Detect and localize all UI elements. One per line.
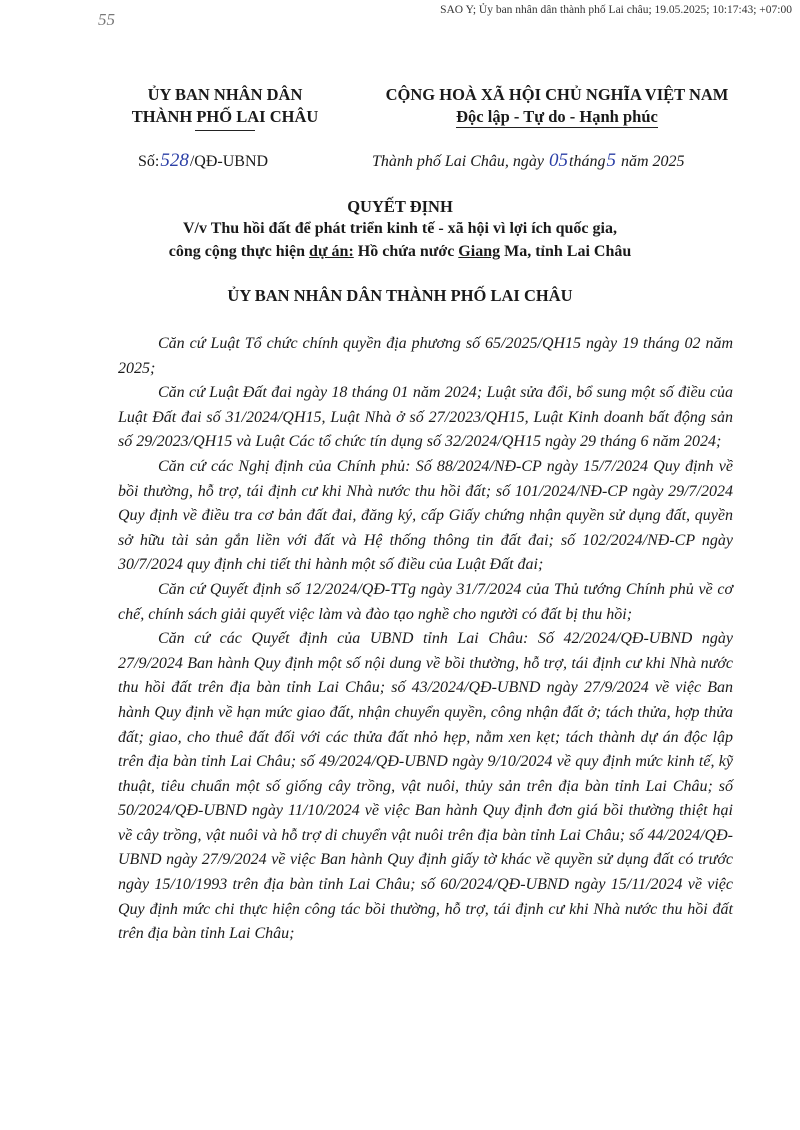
handwritten-page-mark: 55: [98, 10, 115, 29]
subject-underlined-text: dự án:: [309, 243, 354, 260]
doc-number-handwritten: 528: [160, 150, 189, 171]
agency-underline: [195, 130, 255, 131]
issuing-authority: ỦY BAN NHÂN DÂN THÀNH PHỐ LAI CHÂU: [227, 286, 573, 305]
document-subject: [90, 217, 710, 263]
date-prefix: Thành phố Lai Châu, ngày: [372, 153, 545, 170]
agency-line-2: THÀNH PHỐ LAI CHÂU: [131, 107, 319, 126]
subject-location: Ma, tỉnh Lai Châu: [504, 243, 632, 260]
subject-line-2: [90, 240, 710, 263]
national-title: CỘNG HOÀ XÃ HỘI CHỦ NGHĨA VIỆT NAM: [385, 85, 729, 104]
national-motto: Độc lập - Tự do - Hạnh phúc: [456, 107, 658, 126]
agency-line-1: ỦY BAN NHÂN DÂN: [147, 85, 303, 104]
subject-underlined-text: Giang: [458, 243, 501, 260]
subject-text: công cộng thực hiện: [168, 243, 306, 260]
subject-project-name: Hồ chứa nước: [357, 243, 455, 260]
legal-basis: [118, 332, 733, 947]
subject-line-1: V/v Thu hồi đất để phát triển kinh tế - xã hội vì lợi ích quốc gia,: [183, 220, 617, 237]
date-year: năm 2025: [620, 153, 685, 170]
date-month-handwritten: 5: [606, 150, 616, 171]
document-title: QUYẾT ĐỊNH: [347, 197, 453, 216]
document-number: [138, 150, 268, 172]
date-day-handwritten: 05: [549, 150, 569, 171]
basis-paragraph: Căn cứ Luật Tổ chức chính quyền địa phương số 65/2025/QH15 ngày 19 tháng 02 năm 2025;: [118, 335, 733, 377]
doc-number-suffix: /QĐ-UBND: [189, 153, 269, 170]
document-date: [372, 150, 685, 172]
national-header: [362, 84, 752, 128]
basis-paragraph: Căn cứ các Nghị định của Chính phủ: Số 88/2024/NĐ-CP ngày 15/7/2024 Quy định về bồi thường, hỗ trợ, tái định cư khi Nhà nước thu hồi đất; số 101/2024/NĐ-CP ngày 29/7/2024 Quy định về điều tra cơ bản đất đai, đăng ký, cấp Giấy chứng nhận quyền sử dụng đất, quyền sở hữu tài sản gắn liền với đất và Hệ thống thông tin đất đai; số 102/2024/NĐ-CP ngày 30/7/2024 quy định chi tiết thi hành một số điều của Luật Đất đai;: [118, 457, 733, 574]
basis-paragraph: Căn cứ Luật Đất đai ngày 18 tháng 01 năm 2024; Luật sửa đổi, bổ sung một số điều của Luật Đất đai số 31/2024/QH15, Luật Nhà ở số 27/2023/QH15, Luật Kinh doanh bất động sản số 29/2023/QH15 và Luật Các tổ chức tín dụng số 32/2024/QH15 ngày 29 tháng 6 năm 2024;: [118, 384, 733, 451]
basis-paragraph: Căn cứ Quyết định số 12/2024/QĐ-TTg ngày 31/7/2024 của Thủ tướng Chính phủ về cơ chế, chính sách giải quyết việc làm và đào tạo nghề cho người có đất bị thu hồi;: [118, 580, 733, 623]
basis-paragraph: Căn cứ các Quyết định của UBND tỉnh Lai Châu: Số 42/2024/QĐ-UBND ngày 27/9/2024 Ban hành Quy định một số nội dung về bồi thường, hỗ trợ, tái định cư khi Nhà nước thu hồi đất trên địa bàn tỉnh Lai Châu; số 43/2024/QĐ-UBND ngày 27/9/2024 về việc Ban hành Quy định về hạn mức giao đất, nhận chuyển quyền, công nhận đất ở; tách thửa, hợp thửa đất; giao, cho thuê đất đối với các thửa đất nhỏ hẹp, nằm xen kẹt; tách thành dự án độc lập trên địa bàn tỉnh Lai Châu; số 49/2024/QĐ-UBND ngày 9/10/2024 về quy định mức kinh tế, kỹ thuật, tiêu chuẩn một số giống cây trồng, vật nuôi, thủy sản trên địa bàn tỉnh Lai Châu; số 50/2024/QĐ-UBND ngày 11/10/2024 về việc Ban hành Quy định đơn giá bồi thường thiệt hại về cây trồng, vật nuôi và hỗ trợ di chuyển vật nuôi trên địa bàn tỉnh Lai Châu; số 44/2024/QĐ-UBND ngày 27/9/2024 về việc Ban hành Quy định giấy tờ khác về quyền sử dụng đất có trước ngày 15/10/1993 trên địa bàn tỉnh Lai Châu; số 60/2024/QĐ-UBND ngày 15/11/2024 về việc Quy định mức chi thực hiện công tác bồi thường, hỗ trợ, tái định cư khi Nhà nước thu hồi đất trên địa bàn tỉnh Lai Châu;: [118, 630, 733, 943]
date-month-label: tháng: [569, 153, 606, 170]
doc-number-prefix: Số:: [138, 153, 160, 170]
issuing-agency-header: [105, 84, 345, 131]
digital-copy-stamp: SAO Y; Ủy ban nhân dân thành phố Lai châu; 19.05.2025; 10:17:43; +07:00: [440, 4, 792, 16]
